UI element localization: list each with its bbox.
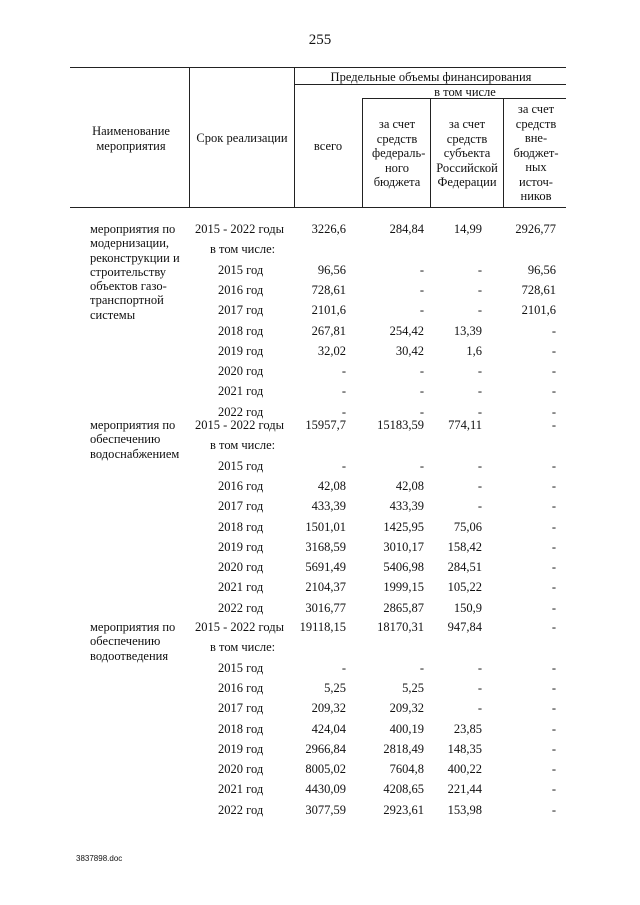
total-cell: 2966,84: [305, 741, 346, 756]
regional-cell: -: [477, 458, 482, 473]
total-cell: 1501,01: [305, 519, 346, 534]
extrabudget-cell: -: [551, 660, 556, 675]
year-cell: 2015 год: [218, 262, 264, 277]
federal-cell: 18170,31: [377, 620, 424, 634]
regional-cell: 400,22: [447, 762, 482, 777]
federal-cell: -: [419, 282, 424, 297]
total-cell: 8005,02: [305, 762, 346, 777]
federal-cell: 30,42: [395, 343, 424, 358]
regional-cell: 150,9: [453, 600, 482, 615]
extrabudget-cell: -: [551, 701, 556, 716]
activity-name: мероприятия по обеспечению водоснабжением: [90, 418, 180, 461]
total-cell: 15957,7: [305, 418, 346, 432]
extrabudget-cell: -: [551, 762, 556, 777]
total-cell: 3016,77: [305, 600, 346, 615]
header-total: всего: [313, 139, 343, 153]
federal-cell: -: [419, 384, 424, 399]
year-cell: 2015 год: [218, 660, 264, 675]
header-including: в том числе: [434, 85, 496, 99]
total-cell: 96,56: [317, 262, 346, 277]
total-cell: 728,61: [311, 282, 346, 297]
regional-cell: -: [477, 384, 482, 399]
year-cell: 2018 год: [218, 519, 264, 534]
federal-cell: 5406,98: [383, 560, 424, 575]
regional-cell: 221,44: [447, 782, 482, 797]
year-cell: 2020 год: [218, 364, 264, 379]
extrabudget-cell: -: [551, 418, 556, 432]
total-cell: 3077,59: [305, 802, 346, 817]
activity-name: мероприятия по обеспечению водоотведения: [90, 620, 176, 663]
year-cell: 2016 год: [218, 680, 264, 695]
federal-cell: 2865,87: [383, 600, 424, 615]
federal-cell: 15183,59: [377, 418, 424, 432]
year-cell: 2022 год: [218, 600, 264, 615]
year-cell: 2016 год: [218, 282, 264, 297]
federal-cell: 4208,65: [383, 782, 424, 797]
federal-cell: 433,39: [389, 499, 424, 514]
total-cell: 433,39: [311, 499, 346, 514]
regional-cell: -: [477, 262, 482, 277]
federal-cell: 2818,49: [383, 741, 424, 756]
total-cell: 19118,15: [299, 620, 346, 634]
total-cell: 267,81: [311, 323, 346, 338]
extrabudget-cell: 2101,6: [521, 303, 556, 318]
regional-cell: -: [477, 701, 482, 716]
total-cell: 5,25: [324, 680, 346, 695]
page-number: 255: [308, 32, 332, 48]
period-cell: 2015 - 2022 годы: [195, 620, 285, 634]
federal-cell: 7604,8: [389, 762, 424, 777]
regional-cell: -: [477, 282, 482, 297]
regional-cell: -: [477, 364, 482, 379]
extrabudget-cell: -: [551, 600, 556, 615]
including-label: в том числе:: [210, 438, 276, 453]
extrabudget-cell: -: [551, 802, 556, 817]
year-cell: 2021 год: [218, 782, 264, 797]
total-cell: 4430,09: [305, 782, 346, 797]
federal-cell: 5,25: [402, 680, 424, 695]
extrabudget-cell: -: [551, 620, 556, 634]
extrabudget-cell: -: [551, 782, 556, 797]
including-label: в том числе:: [210, 242, 276, 257]
extrabudget-cell: -: [551, 343, 556, 358]
regional-cell: -: [477, 680, 482, 695]
regional-cell: 774,11: [448, 418, 482, 432]
header-name: Наименование мероприятия: [92, 124, 170, 153]
total-cell: 5691,49: [305, 560, 346, 575]
regional-cell: 148,35: [447, 741, 482, 756]
year-cell: 2017 год: [218, 303, 264, 318]
year-cell: 2017 год: [218, 499, 264, 514]
header-limits: Предельные объемы финансирования: [330, 70, 532, 84]
regional-cell: 947,84: [447, 620, 482, 634]
extrabudget-cell: -: [551, 741, 556, 756]
extrabudget-cell: -: [551, 458, 556, 473]
federal-cell: 42,08: [395, 478, 424, 493]
extrabudget-cell: -: [551, 680, 556, 695]
extrabudget-cell: -: [551, 560, 556, 575]
regional-cell: 105,22: [447, 580, 482, 595]
federal-cell: -: [419, 262, 424, 277]
federal-cell: 1425,95: [383, 519, 424, 534]
total-cell: 42,08: [317, 478, 346, 493]
header-period: Срок реализации: [196, 131, 288, 145]
total-cell: 424,04: [311, 721, 346, 736]
extrabudget-cell: -: [551, 721, 556, 736]
extrabudget-cell: -: [551, 499, 556, 514]
extrabudget-cell: -: [551, 323, 556, 338]
year-cell: 2022 год: [218, 802, 264, 817]
total-cell: -: [341, 458, 346, 473]
regional-cell: 14,99: [453, 222, 482, 236]
regional-cell: -: [477, 404, 482, 419]
total-cell: 2104,37: [305, 580, 346, 595]
federal-cell: -: [419, 364, 424, 379]
extrabudget-cell: -: [551, 364, 556, 379]
activity-name: мероприятия по модернизации, реконструкции и строительству объектов газо- транспортной системы: [90, 222, 180, 322]
period-cell: 2015 - 2022 годы: [195, 222, 285, 236]
year-cell: 2021 год: [218, 384, 264, 399]
extrabudget-cell: -: [551, 539, 556, 554]
extrabudget-cell: -: [551, 478, 556, 493]
footer-doc-name: 3837898.doc: [76, 854, 123, 863]
regional-cell: 23,85: [453, 721, 482, 736]
regional-cell: -: [477, 499, 482, 514]
regional-cell: -: [477, 303, 482, 318]
year-cell: 2018 год: [218, 323, 264, 338]
regional-cell: 1,6: [466, 343, 482, 358]
federal-cell: -: [419, 303, 424, 318]
total-cell: -: [341, 384, 346, 399]
federal-cell: 3010,17: [383, 539, 424, 554]
year-cell: 2019 год: [218, 539, 264, 554]
year-cell: 2019 год: [218, 343, 264, 358]
federal-cell: 209,32: [389, 701, 424, 716]
year-cell: 2017 год: [218, 701, 264, 716]
extrabudget-cell: 2926,77: [515, 222, 556, 236]
header-regional: за счет средств субъекта Российской Федерации: [436, 117, 498, 189]
extrabudget-cell: -: [551, 384, 556, 399]
regional-cell: 13,39: [453, 323, 482, 338]
federal-cell: 284,84: [389, 222, 424, 236]
year-cell: 2016 год: [218, 478, 264, 493]
federal-cell: 1999,15: [383, 580, 424, 595]
federal-cell: 2923,61: [383, 802, 424, 817]
year-cell: 2021 год: [218, 580, 264, 595]
regional-cell: -: [477, 660, 482, 675]
year-cell: 2022 год: [218, 404, 264, 419]
header-extrabudget: за счет средств вне- бюджет- ных источ- ников: [513, 102, 559, 203]
federal-cell: -: [419, 660, 424, 675]
extrabudget-cell: -: [551, 519, 556, 534]
total-cell: 32,02: [317, 343, 346, 358]
year-cell: 2020 год: [218, 560, 264, 575]
federal-cell: -: [419, 404, 424, 419]
total-cell: 3168,59: [305, 539, 346, 554]
total-cell: -: [341, 660, 346, 675]
period-cell: 2015 - 2022 годы: [195, 418, 285, 432]
total-cell: 209,32: [311, 701, 346, 716]
year-cell: 2015 год: [218, 458, 264, 473]
federal-cell: -: [419, 458, 424, 473]
year-cell: 2018 год: [218, 721, 264, 736]
regional-cell: 75,06: [453, 519, 482, 534]
extrabudget-cell: -: [551, 404, 556, 419]
total-cell: -: [341, 404, 346, 419]
extrabudget-cell: 96,56: [527, 262, 556, 277]
regional-cell: 284,51: [447, 560, 482, 575]
extrabudget-cell: -: [551, 580, 556, 595]
regional-cell: -: [477, 478, 482, 493]
header-federal: за счет средств федераль- ного бюджета: [372, 117, 426, 189]
year-cell: 2020 год: [218, 762, 264, 777]
year-cell: 2019 год: [218, 741, 264, 756]
federal-cell: 254,42: [389, 323, 424, 338]
total-cell: -: [341, 364, 346, 379]
including-label: в том числе:: [210, 640, 276, 655]
extrabudget-cell: 728,61: [521, 282, 556, 297]
federal-cell: 400,19: [389, 721, 424, 736]
total-cell: 2101,6: [311, 303, 346, 318]
total-cell: 3226,6: [311, 222, 346, 236]
regional-cell: 158,42: [447, 539, 482, 554]
regional-cell: 153,98: [447, 802, 482, 817]
